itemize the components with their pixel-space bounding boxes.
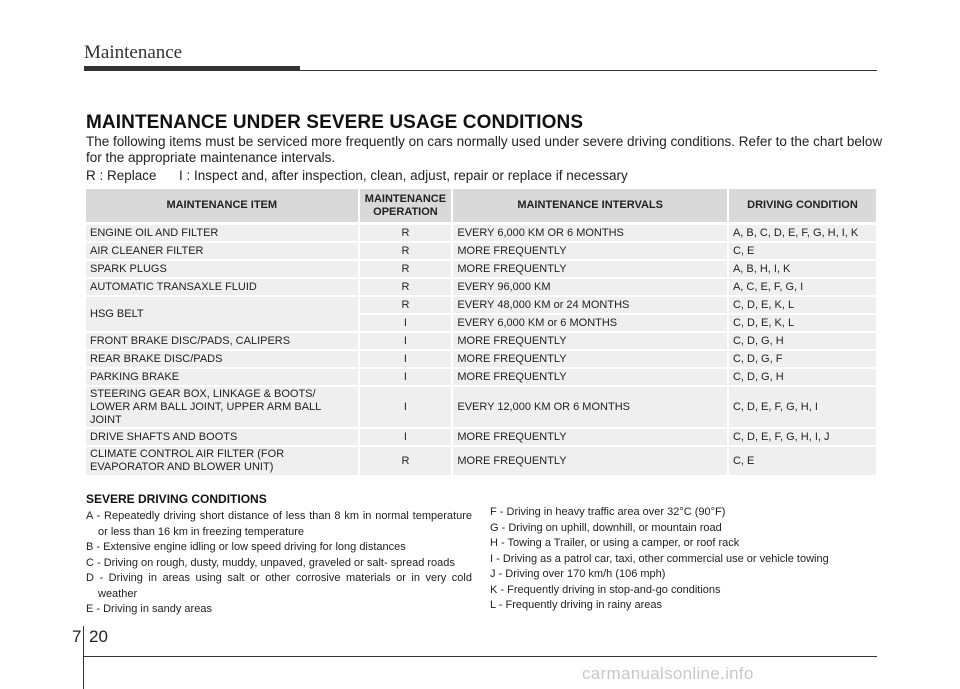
table-row [86,351,876,369]
table-row [86,369,876,387]
severe-conditions-left [86,509,472,618]
operation-cell: R [360,297,454,315]
table-row [86,279,876,297]
item-cell: STEERING GEAR BOX, LINKAGE & BOOTS/ LOWER ARM BALL JOINT, UPPER ARM BALL JOINT [86,387,360,429]
header-maintenance-operation: MAINTENANCE OPERATION [360,189,454,225]
interval-cell: MORE FREQUENTLY [453,333,729,351]
table-row [86,429,876,447]
interval-cell: MORE FREQUENTLY [453,429,729,447]
condition-item: E - Driving in sandy areas [86,603,212,615]
condition-cell: C, D, E, K, L [729,297,876,315]
table-row [86,261,876,279]
interval-cell: MORE FREQUENTLY [453,447,729,477]
interval-cell: EVERY 6,000 KM or 6 MONTHS [453,315,729,333]
condition-cell: C, E [729,447,876,477]
condition-cell: C, D, G, F [729,351,876,369]
condition-item: C - Driving on rough, dusty, muddy, unpaved, graveled or salt- spread roads [86,556,455,569]
table-row [86,447,876,477]
interval-cell: MORE FREQUENTLY [453,369,729,387]
condition-cell: A, B, H, I, K [729,261,876,279]
operation-cell: I [360,351,454,369]
condition-cell: C, D, E, K, L [729,315,876,333]
condition-item: L - Frequently driving in rainy areas [490,599,663,611]
watermark: carmanualsonline.info [582,664,754,683]
operation-cell: R [360,225,454,243]
table-header-row [86,189,876,225]
condition-cell: C, E [729,243,876,261]
condition-cell: C, D, E, F, G, H, I, J [729,429,876,447]
table-row [86,387,876,429]
item-cell: FRONT BRAKE DISC/PADS, CALIPERS [86,333,360,351]
table-row [86,333,876,351]
condition-cell: A, C, E, F, G, I [729,279,876,297]
condition-item: A - Repeatedly driving short distance of less than 8 km in normal temperature or less than 16 km in freezing temperature [86,510,472,538]
operation-cell: R [360,261,454,279]
operation-cell: I [360,429,454,447]
page-number: 20 [89,627,108,646]
condition-item: F - Driving in heavy traffic area over 32°C (90°F) [490,506,726,518]
condition-cell: C, D, G, H [729,333,876,351]
severe-conditions-title: SEVERE DRIVING CONDITIONS [86,492,267,506]
table-row [86,225,876,243]
item-cell: AIR CLEANER FILTER [86,243,360,261]
operation-cell: R [360,447,454,477]
header-maintenance-item: MAINTENANCE ITEM [86,189,360,225]
maintenance-table [86,189,876,477]
header-title: Maintenance [84,42,183,63]
item-cell: CLIMATE CONTROL AIR FILTER (FOR EVAPORATOR AND BLOWER UNIT) [86,447,360,477]
operation-cell: I [360,333,454,351]
condition-cell: C, D, G, H [729,369,876,387]
interval-cell: EVERY 12,000 KM OR 6 MONTHS [453,387,729,429]
item-cell: HSG BELT [86,297,360,333]
severe-conditions-right [490,505,880,614]
item-cell: PARKING BRAKE [86,369,360,387]
header-rule [84,66,300,71]
operation-cell: I [360,315,454,333]
interval-cell: EVERY 6,000 KM OR 6 MONTHS [453,225,729,243]
condition-item: D - Driving in areas using salt or other corrosive materials or in very cold weather [86,572,472,600]
interval-cell: MORE FREQUENTLY [453,351,729,369]
operation-cell: I [360,387,454,429]
condition-item: H - Towing a Trailer, or using a camper, or roof rack [490,537,740,549]
interval-cell: MORE FREQUENTLY [453,243,729,261]
header-driving-condition: DRIVING CONDITION [729,189,876,225]
condition-item: G - Driving on uphill, downhill, or mountain road [490,521,722,534]
header-maintenance-intervals: MAINTENANCE INTERVALS [453,189,729,225]
legend-text: R : Replace I : Inspect and, after inspection, clean, adjust, repair or replace if necessary [86,168,628,183]
chapter-number: 7 [72,627,82,646]
header-rule-thin [300,70,877,71]
condition-item: J - Driving over 170 km/h (106 mph) [490,568,666,580]
footer-vertical-rule [83,626,84,689]
interval-cell: EVERY 48,000 KM or 24 MONTHS [453,297,729,315]
operation-cell: R [360,279,454,297]
interval-cell: MORE FREQUENTLY [453,261,729,279]
footer-rule [83,656,877,657]
condition-item: K - Frequently driving in stop-and-go conditions [490,583,721,596]
interval-cell: EVERY 96,000 KM [453,279,729,297]
condition-cell: A, B, C, D, E, F, G, H, I, K [729,225,876,243]
table-row [86,243,876,261]
item-cell: SPARK PLUGS [86,261,360,279]
intro-paragraph: The following items must be serviced more frequently on cars normally used under severe driving conditions. Refer to the chart below for the appropriate maintenance intervals. [86,134,883,165]
condition-item: B - Extensive engine idling or low speed driving for long distances [86,541,406,553]
operation-cell: R [360,243,454,261]
operation-cell: I [360,369,454,387]
section-title: MAINTENANCE UNDER SEVERE USAGE CONDITIONS [86,112,584,133]
item-cell: DRIVE SHAFTS AND BOOTS [86,429,360,447]
item-cell: ENGINE OIL AND FILTER [86,225,360,243]
condition-item: I - Driving as a patrol car, taxi, other commercial use or vehicle towing [490,552,829,565]
table-row [86,297,876,315]
condition-cell: C, D, E, F, G, H, I [729,387,876,429]
item-cell: REAR BRAKE DISC/PADS [86,351,360,369]
item-cell: AUTOMATIC TRANSAXLE FLUID [86,279,360,297]
